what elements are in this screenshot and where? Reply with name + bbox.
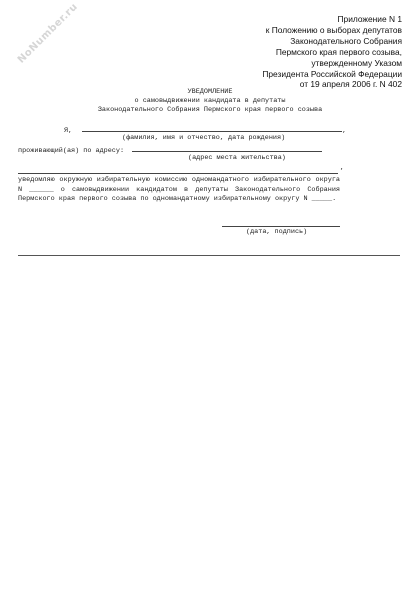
title-line-3: Законодательного Собрания Пермского края первого созыва [97, 106, 323, 115]
title-line-2: о самовыдвижении кандидата в депутаты [134, 97, 286, 106]
address-field-line-2 [18, 173, 338, 174]
address-field-line [132, 144, 322, 152]
annex-line: Президента Российской Федерации [262, 68, 402, 79]
annex-line: от 19 апреля 2006 г. N 402 [299, 79, 402, 90]
annex-line: к Положению о выборах депутатов [265, 24, 402, 35]
name-field-line [82, 124, 342, 132]
i-label: Я, [64, 127, 73, 135]
annex-header [212, 14, 402, 90]
annex-line: Пермского края первого созыва, [275, 46, 402, 57]
address-field-hint: (адрес места жительства) [188, 154, 286, 162]
signature-line [222, 226, 340, 227]
annex-line: утвержденному Указом [311, 57, 402, 68]
address-label: проживающий(ая) по адресу: [18, 147, 125, 155]
title-heading: УВЕДОМЛЕНИЕ [187, 88, 233, 96]
document-title [0, 88, 420, 116]
address-line-2-comma: , [340, 164, 345, 172]
annex-line: Законодательного Собрания [290, 35, 402, 46]
name-field-comma: , [342, 127, 347, 135]
name-field-hint: (фамилия, имя и отчество, дата рождения) [122, 134, 286, 142]
watermark-logo: NoNumber.ru [15, 1, 81, 66]
annex-line: Приложение N 1 [337, 14, 402, 24]
signature-hint: (дата, подпись) [246, 228, 308, 236]
bottom-divider [18, 255, 400, 256]
notification-paragraph: уведомляю окружную избирательную комиссию одномандатного избирательного округа N ______ о самовыдвижении кандидатом в депутаты Законодательного Собрания Пермского края первого созыва по одномандатному избирательному округу N _____. [18, 176, 340, 204]
